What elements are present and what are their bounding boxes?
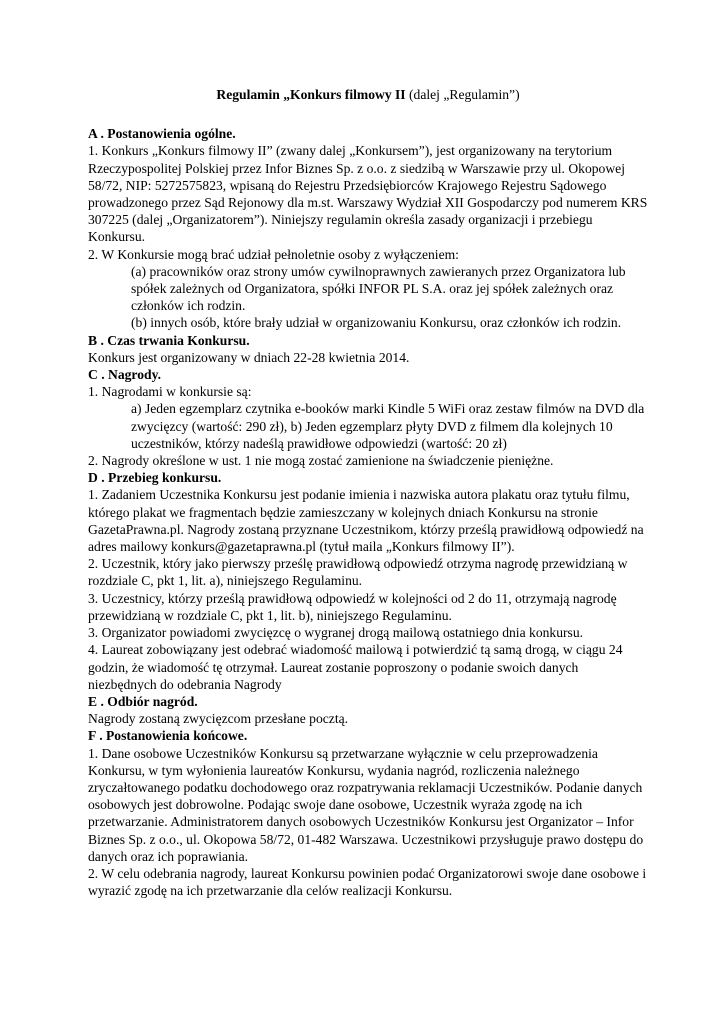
section-a-paragraph-2: 2. W Konkursie mogą brać udział pełnoletnie osoby z wyłączeniem: (88, 246, 459, 262)
section-d-paragraph-2: 2. Uczestnik, który jako pierwszy prześlę prawidłową odpowiedź otrzyma nagrodę przewidzianą w rozdziale C, pkt 1, lit. a), niniejszego Regulaminu. (88, 556, 628, 589)
section-d-heading: D . Przebieg konkursu. (88, 470, 222, 486)
document-page (88, 86, 648, 899)
section-c-heading: C . Nagrody. (88, 367, 162, 383)
section-e-heading: E . Odbiór nagród. (88, 693, 198, 709)
section-c-item-a: a) Jeden egzemplarz czytnika e-booków marki Kindle 5 WiFi oraz zestaw filmów na DVD dla zwycięzcy (wartość: 290 zł), b) Jeden egzemplarz płyty DVD z filmem dla kolejnych 10 uczestników, którzy nadeślą prawidłowe odpowiedzi (wartość: 20 zł) (131, 401, 645, 451)
section-d-paragraph-1: 1. Zadaniem Uczestnika Konkursu jest podanie imienia i nazwiska autora plakatu oraz tytułu filmu, którego plakat we fragmentach będzie zamieszczany w kolejnych dniach Konkursu na stronie GazetaPrawna.pl. Nagrody zostaną przyznane Uczestnikom, którzy prześlą prawidłową odpowiedź na adres mailowy konkurs@gazetaprawna.pl (tytuł maila „Konkurs filmowy II”). (88, 487, 644, 555)
section-c-paragraph-2: 2. Nagrody określone w ust. 1 nie mogą zostać zamienione na świadczenie pieniężne. (88, 453, 554, 469)
section-a-item-b: (b) innych osób, które brały udział w organizowaniu Konkursu, oraz członków ich rodzin. (131, 315, 622, 331)
section-b-paragraph-1: Konkurs jest organizowany w dniach 22-28 kwietnia 2014. (88, 349, 410, 365)
section-d-paragraph-3: 3. Uczestnicy, którzy prześlą prawidłową odpowiedź w kolejności od 2 do 11, otrzymają nagrodę przewidzianą w rozdziale C, pkt 1, lit. b), niniejszego Regulaminu. (88, 590, 617, 623)
section-d-paragraph-5: 4. Laureat zobowiązany jest odebrać wiadomość mailową i potwierdzić tą samą drogą, w ciągu 24 godzin, że wiadomość tę otrzymał. Laureat zostanie poproszony o podanie swoich danych niezbędnych do odebrania Nagrody (88, 642, 623, 692)
section-b-heading: B . Czas trwania Konkursu. (88, 332, 250, 348)
section-a-paragraph-1: 1. Konkurs „Konkurs filmowy II” (zwany dalej „Konkursem”), jest organizowany na terytorium Rzeczypospolitej Polskiej przez Infor Biznes Sp. z o.o. z siedzibą w Warszawie przy ul. Okopowej 58/72, NIP: 5272575823, wpisaną do Rejestru Przedsiębiorców Krajowego Rejestru Sądowego prowadzonego przez Sąd Rejonowy dla m.st. Warszawy Wydział XII Gospodarczy pod numerem KRS 307225 (dalej „Organizatorem”). Niniejszy regulamin określa zasady organizacji i przebiegu Konkursu. (88, 143, 648, 245)
document-title-bold: Regulamin „Konkurs filmowy II (216, 87, 406, 102)
section-d-paragraph-4: 3. Organizator powiadomi zwycięzcę o wygranej drogą mailową ostatniego dnia konkursu. (88, 625, 584, 641)
section-c-paragraph-1: 1. Nagrodami w konkursie są: (88, 384, 252, 400)
document-title (88, 86, 648, 103)
document-title-rest: (dalej „Regulamin”) (405, 87, 520, 102)
section-e-paragraph-1: Nagrody zostaną zwycięzcom przesłane pocztą. (88, 711, 349, 727)
section-f-paragraph-1: 1. Dane osobowe Uczestników Konkursu są przetwarzane wyłącznie w celu przeprowadzenia Konkursu, w tym wyłonienia laureatów Konkursu, wydania nagród, rozliczenia należnego zryczałtowanego podatku dochodowego oraz rozpatrywania reklamacji Uczestników. Podanie danych osobowych jest dobrowolne. Podając swoje dane osobowe, Uczestnik wyraża zgodę na ich przetwarzanie. Administratorem danych osobowych Uczestników Konkursu jest Organizator – Infor Biznes Sp. z o.o., ul. Okopowa 58/72, 01-482 Warszawa. Uczestnikowi przysługuje prawo dostępu do danych oraz ich poprawiania. (88, 745, 644, 864)
section-f-paragraph-2: 2. W celu odebrania nagrody, laureat Konkursu powinien podać Organizatorowi swoje dane osobowe i wyrazić zgodę na ich przetwarzanie dla celów realizacji Konkursu. (88, 865, 647, 899)
section-a-item-a: (a) pracowników oraz strony umów cywilnoprawnych zawieranych przez Organizatora lub spółek zależnych od Organizatora, spółki INFOR PL S.A. oraz jej spółek zależnych oraz członków ich rodzin. (131, 263, 626, 314)
section-a-heading: A . Postanowienia ogólne. (88, 126, 236, 142)
section-f-heading: F . Postanowienia końcowe. (88, 728, 248, 744)
